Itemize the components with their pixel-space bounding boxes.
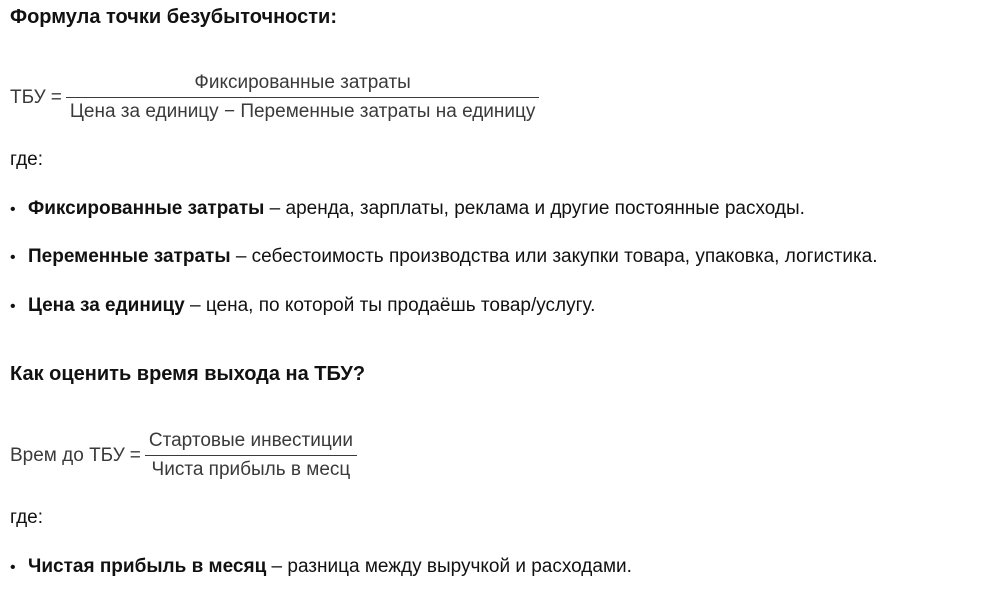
bullet-icon: • (10, 249, 16, 266)
formula-equals-sign: = (50, 86, 62, 108)
list-item (10, 555, 632, 580)
formula-numerator: Фиксированные затраты (194, 72, 411, 93)
definition-text: – аренда, зарплаты, реклама и другие постоянные расходы. (264, 198, 805, 219)
formula-fraction (65, 72, 541, 123)
bullet-icon: • (10, 201, 16, 218)
formula-equals-sign: = (129, 444, 141, 466)
list-item (10, 197, 805, 222)
definition-term: Цена за единицу (28, 295, 185, 316)
definition-term: Фиксированные затраты (28, 198, 265, 219)
time-to-breakeven-formula (10, 430, 358, 481)
definition-text: – разница между выручкой и расходами. (266, 556, 632, 577)
list-item (10, 294, 595, 319)
breakeven-formula (10, 72, 540, 123)
breakeven-formula-heading: Формула точки безубыточности: (10, 6, 337, 28)
formula-numerator: Стартовые инвестиции (148, 430, 353, 451)
bullet-icon: • (10, 298, 16, 315)
definition-text: – себестоимость производства или закупки товара, упаковка, логистика. (230, 246, 878, 267)
definition-text: – цена, по которой ты продаёшь товар/услугу. (184, 295, 596, 316)
formula-denominator: Чиста прибыль в месц (151, 459, 351, 480)
formula-fraction (144, 430, 358, 481)
list-item (10, 245, 878, 270)
where-label: где: (10, 149, 44, 170)
definition-term: Чистая прибыль в месяц (28, 556, 267, 577)
time-to-breakeven-heading: Как оценить время выхода на ТБУ? (10, 363, 366, 385)
definition-term: Переменные затраты (28, 246, 231, 267)
formula-lhs: Врем до ТБУ (10, 444, 125, 466)
where-label: где: (10, 507, 44, 528)
formula-lhs: ТБУ (10, 86, 46, 108)
bullet-icon: • (10, 559, 16, 576)
formula-denominator: Цена за единицу − Переменные затраты на единицу (69, 101, 536, 122)
